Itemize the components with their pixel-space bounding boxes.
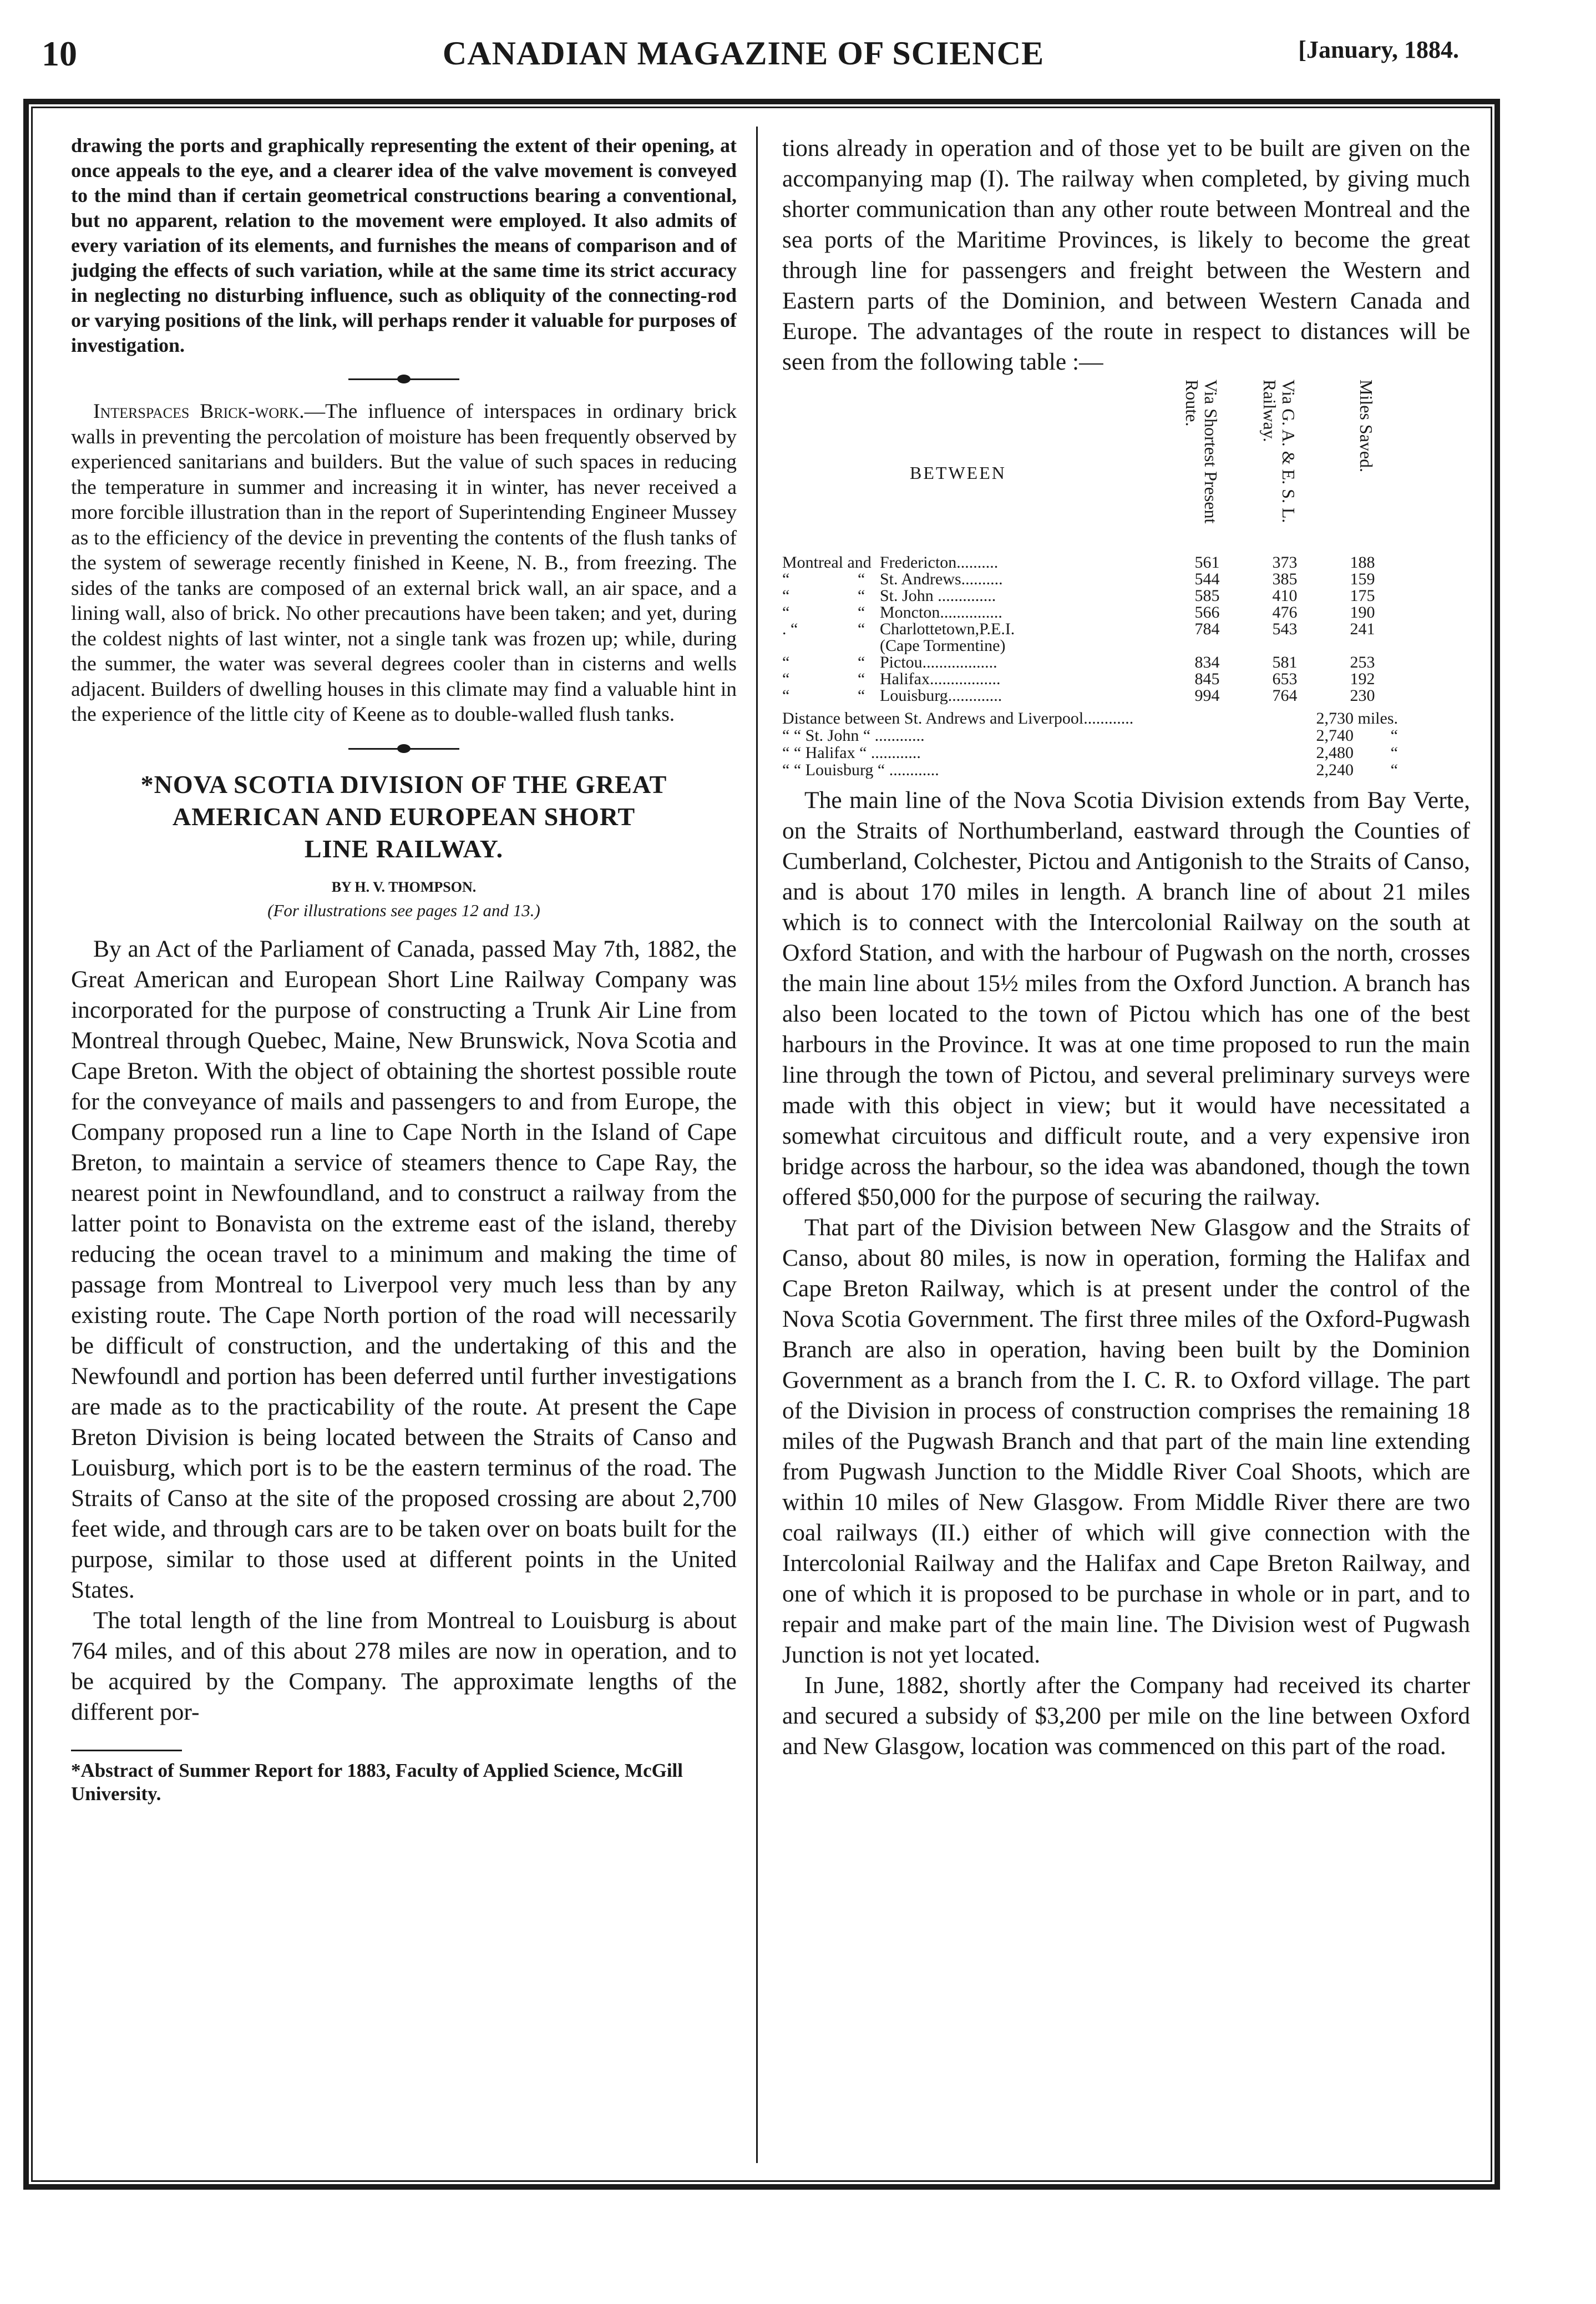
row-miles-saved-cell: 192 <box>1350 670 1375 688</box>
distance-unit: “ <box>1390 726 1398 745</box>
table-row <box>782 621 1470 638</box>
row-present-route-cell: 561 <box>1194 553 1220 572</box>
article-title <box>71 769 737 865</box>
table-header-between: BETWEEN <box>910 463 1006 483</box>
distance-value: 2,240 <box>1316 761 1354 779</box>
row-from-cell: “ <box>782 686 790 705</box>
illustrations-note: (For illustrations see pages 12 and 13.) <box>267 900 540 920</box>
row-ditto-cell <box>858 554 880 571</box>
row-gaesl-cell: 476 <box>1272 603 1298 622</box>
row-destination-cell: (Cape Tormentine) <box>880 638 1006 654</box>
page-header <box>28 29 1459 84</box>
table-row <box>782 588 1470 604</box>
distance-unit: “ <box>1390 761 1398 779</box>
distance-row <box>782 727 1470 744</box>
row-destination-cell: Charlottetown,P.E.I. <box>880 621 1015 638</box>
brick-work-text: —The influence of interspaces in ordinary brick walls in preventing the percolation of moisture has been frequently observed by experienced sanitarians and builders. But the value of such spaces in reducing the temperature in summer and increasing it in winter, has never received a more forcible illustration than in the report of Superintending Engineer Mussey as to the efficiency of the device in preventing the contents of the flush tanks of the system of sewerage recently finished in Keene, N. B., from freezing. The sides of the tanks are composed of an external brick wall, an air space, and a lining wall, also of brick. No other precautions have been taken; and yet, during the coldest nights of last winter, not a single tank was frozen up; while, during the summer, the water was several degrees cooler than in cisterns and wells adjacent. Builders of dwelling houses in this climate may find a valuable hint in the experience of the little city of Keene as to double-walled flush tanks. <box>71 400 737 726</box>
article-paragraph: tions already in operation and of those yet to be built are given on the accompanying map (I). The railway when completed, by giving much shorter communication than any other route between Montreal and the sea ports of the Maritime Provinces, is likely to become the great through line for passengers and freight between the Western and Eastern parts of the Dominion, and between Western Canada and Europe. The advantages of the route in respect to distances will be seen from the following table :— <box>782 135 1470 375</box>
brick-work-heading: Interspaces Brick-work. <box>93 400 305 423</box>
table-row <box>782 571 1470 588</box>
table-row <box>782 671 1470 688</box>
row-miles-saved-cell: 159 <box>1350 570 1375 588</box>
row-ditto-cell: “ <box>858 686 865 705</box>
row-gaesl-cell: 764 <box>1272 686 1298 705</box>
distance-label: “ “ Louisburg “ ............ <box>782 761 939 779</box>
column-divider <box>756 127 758 2163</box>
article-paragraph: That part of the Division between New Glasgow and the Straits of Canso, about 80 miles, is now in operation, forming the Halifax and Cape Breton Railway, which is at present under the control of the Nova Scotia Government. The first three miles of the Oxford-Pugwash Branch are also in operation, having been built by the Dominion Government as a branch from the I. C. R. to Oxford village. The part of the Division in process of construction comprises the remaining 18 miles of the Pugwash Branch and that part of the main line extending from Pugwash Junction to the Middle River Coal Shoots, which are within 10 miles of New Glasgow. From Middle River there are two coal railways (II.) either of which will give connection with the Intercolonial Railway and the Halifax and Cape Breton Railway, and one of which it is proposed to be purchase in whole or in part, and to repair and make part of the main line. The Division west of Pugwash Junction is not yet located. <box>782 1214 1470 1668</box>
table-header-gaesl-railway: Via G. A. & E. S. L. Railway. <box>1260 380 1299 523</box>
distance-summary <box>782 710 1470 779</box>
row-present-route-cell: 994 <box>1194 686 1220 705</box>
row-present-route-cell: 834 <box>1194 653 1220 671</box>
row-miles-saved-cell: 175 <box>1350 587 1375 605</box>
issue-date: [January, 1884. <box>1298 36 1459 63</box>
row-ditto-cell: “ <box>858 670 865 688</box>
row-from-cell: “ <box>782 587 790 605</box>
row-from-cell: Montreal and <box>782 553 872 572</box>
row-from-cell: “ <box>782 603 790 622</box>
right-column <box>782 133 1470 1762</box>
row-destination-cell: Louisburg............. <box>880 688 1002 704</box>
table-row <box>782 654 1470 671</box>
article-title-line: LINE RAILWAY. <box>304 834 504 863</box>
row-gaesl-cell: 653 <box>1272 670 1298 688</box>
row-ditto-cell <box>858 638 880 654</box>
distance-value: 2,740 <box>1316 726 1354 745</box>
article-paragraph: The main line of the Nova Scotia Division extends from Bay Verte, on the Straits of Northumberland, eastward through the Counties of Cumberland, Colchester, Pictou and Antigonish to the Straits of Canso, and is about 170 miles in length. A branch line of about 21 miles which is to connect with the Intercolonial Railway on the south at Oxford Station, and with the harbour of Pugwash on the north, crosses the main line about 15½ miles from the Oxford Junction. A branch has also been located to the town of Pictou which has one of the best harbours in the Province. It was at one time proposed to run the main line through the town of Pictou, and several preliminary surveys were made with this object in view; but it would have necessitated a somewhat circuitous and difficult route, and a very expensive iron bridge across the harbour, so the idea was abandoned, though the town offered $50,000 for the purpose of securing the railway. <box>782 787 1470 1210</box>
valve-paragraph: drawing the ports and graphically representing the extent of their opening, at once appeals to the eye, and a clearer idea of the valve movement is conveyed to the mind than if certain geometrical constructions bearing a conventional, but no apparent, relation to the movement were employed. It also admits of every variation of its elements, and furnishes the means of comparison and of judging the effects of such variation, while at the same time its strict accuracy in neglecting no disturbing influence, such as obliquity of the connecting-rod or varying positions of the link, will perhaps render it valuable for purposes of investigation. <box>71 134 737 356</box>
distance-table-header <box>782 380 1470 554</box>
footnote-rule <box>71 1750 182 1751</box>
distance-label: “ “ Halifax “ ............ <box>782 744 921 761</box>
row-destination-cell: Pictou.................. <box>880 654 997 671</box>
row-destination-cell: Fredericton.......... <box>880 554 999 571</box>
row-miles-saved-cell: 188 <box>1350 553 1375 572</box>
row-miles-saved-cell: 253 <box>1350 653 1375 671</box>
distance-label: “ “ St. John “ ............ <box>782 727 925 744</box>
row-miles-saved-cell <box>1324 638 1401 654</box>
table-row <box>782 604 1470 621</box>
table-row <box>782 638 1470 654</box>
page-number: 10 <box>42 34 77 73</box>
row-from-cell: “ <box>782 670 790 688</box>
row-destination-cell: St. John .............. <box>880 588 996 604</box>
row-from-cell: “ <box>782 570 790 588</box>
article-title-line: AMERICAN AND EUROPEAN SHORT <box>172 802 636 831</box>
distance-unit: “ <box>1390 744 1398 762</box>
row-gaesl-cell: 581 <box>1272 653 1298 671</box>
distance-label: Distance between St. Andrews and Liverpool............ <box>782 710 1134 727</box>
row-ditto-cell: “ <box>858 620 865 638</box>
section-ornament <box>348 373 459 385</box>
table-header-present-route: Via Shortest Present Route. <box>1182 380 1221 524</box>
row-destination-cell: St. Andrews.......... <box>880 571 1003 588</box>
row-destination-cell: Halifax................. <box>880 671 1001 688</box>
row-ditto-cell: “ <box>858 570 865 588</box>
row-present-route-cell: 566 <box>1194 603 1220 622</box>
row-gaesl-cell <box>1246 638 1324 654</box>
row-present-route-cell: 845 <box>1194 670 1220 688</box>
article-paragraph: In June, 1882, shortly after the Company had received its charter and secured a subsidy of $3,200 per mile on the line between Oxford and New Glasgow, location was commenced on this part of the road. <box>782 1672 1470 1760</box>
footnote: *Abstract of Summer Report for 1883, Faculty of Applied Science, McGill University. <box>71 1759 683 1805</box>
article-title-line: *NOVA SCOTIA DIVISION OF THE GREAT <box>140 770 667 799</box>
left-column <box>71 133 737 1806</box>
row-ditto-cell: “ <box>858 603 865 622</box>
article-byline: BY H. V. THOMPSON. <box>331 878 477 895</box>
row-from-cell: . “ <box>782 620 798 638</box>
brick-work-paragraph <box>71 399 737 727</box>
row-from-cell: “ <box>782 653 790 671</box>
article-paragraph: By an Act of the Parliament of Canada, passed May 7th, 1882, the Great American and European Short Line Railway Company was incorporated for the purpose of constructing a Trunk Air Line from Montreal through Quebec, Maine, New Brunswick, Nova Scotia and Cape Breton. With the object of obtaining the shortest possible route for the conveyance of mails and passengers to and from Europe, the Company proposed run a line to Cape North in the Island of Cape Breton, to maintain a service of steamers thence to Cape Ray, the nearest point in Newfoundland, and to construct a railway from the latter point to Bonavista on the extreme east of the island, thereby reducing the ocean travel to a minimum and making the time of passage from Montreal to Liverpool very much less than by any existing route. The Cape North portion of the road will necessarily be difficult of construction, and the undertaking of this and the Newfoundl and portion has been deferred until further investigations are made as to the practicability of the route. At present the Cape Breton Division is being located between the Straits of Canso and Louisburg, which port is to be the eastern terminus of the road. The Straits of Canso at the site of the proposed crossing are about 2,700 feet wide, and through cars are to be taken over on boats built for the purpose, similar to those used at different points in the United States. <box>71 935 737 1603</box>
distance-table <box>782 380 1470 779</box>
distance-row <box>782 744 1470 761</box>
row-miles-saved-cell: 190 <box>1350 603 1375 622</box>
distance-row <box>782 710 1470 727</box>
row-present-route-cell: 544 <box>1194 570 1220 588</box>
row-from-cell <box>782 638 858 654</box>
distance-table-body <box>782 554 1470 704</box>
article-paragraph: The total length of the line from Montreal to Louisburg is about 764 miles, and of this about 278 miles are now in operation, and to be acquired by the Company. The approximate lengths of the different por- <box>71 1606 737 1725</box>
row-miles-saved-cell: 230 <box>1350 686 1375 705</box>
row-present-route-cell <box>1168 638 1246 654</box>
distance-value: 2,480 <box>1316 744 1354 762</box>
row-gaesl-cell: 543 <box>1272 620 1298 638</box>
magazine-title: CANADIAN MAGAZINE OF SCIENCE <box>442 35 1045 72</box>
table-row <box>782 554 1470 571</box>
table-header-miles-saved: Miles Saved. <box>1356 380 1376 473</box>
row-ditto-cell: “ <box>858 653 865 671</box>
row-ditto-cell: “ <box>858 587 865 605</box>
row-destination-cell: Moncton............... <box>880 604 1002 621</box>
distance-value: 2,730 <box>1316 709 1354 727</box>
distance-row <box>782 761 1470 779</box>
row-gaesl-cell: 410 <box>1272 587 1298 605</box>
row-gaesl-cell: 385 <box>1272 570 1298 588</box>
row-gaesl-cell: 373 <box>1272 553 1298 572</box>
section-ornament <box>348 743 459 754</box>
row-present-route-cell: 585 <box>1194 587 1220 605</box>
row-miles-saved-cell: 241 <box>1350 620 1375 638</box>
row-present-route-cell: 784 <box>1194 620 1220 638</box>
distance-unit: miles. <box>1357 709 1398 727</box>
table-row <box>782 688 1470 704</box>
